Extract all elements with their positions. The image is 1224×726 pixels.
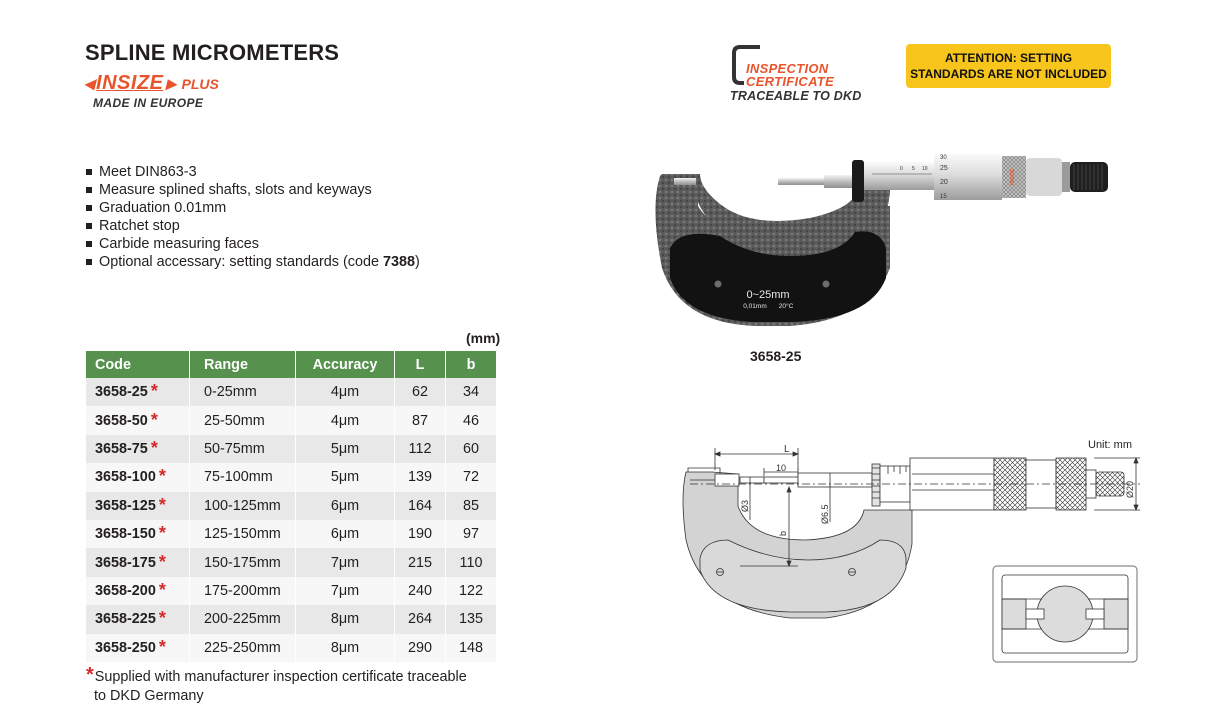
cell-code [86,492,190,520]
cell-accuracy-text: 4μm [330,412,360,429]
thimble-tick-25: 25 [940,165,948,172]
cell-b-text: 135 [458,611,483,628]
cell-accuracy-text: 7μm [330,554,360,571]
sleeve-tick-10: 10 [922,166,928,172]
cell-b-text: 148 [458,639,483,656]
cell-range-text: 175-200mm [204,582,281,599]
cell-accuracy-text: 8μm [330,639,360,656]
sleeve-tick-5: 5 [912,166,915,172]
table-row [86,548,497,576]
certificate-star-icon: * [158,551,166,572]
dim-d65-label: Ø6.5 [820,504,830,524]
cell-b [446,435,497,463]
cell-range [190,605,296,633]
dim-l-label: L [784,444,790,455]
table-row [86,577,497,605]
cell-accuracy-text: 6μm [330,497,360,514]
spline-detail-inset [992,565,1138,663]
cell-code-text: 3658-125 [95,497,156,514]
spec-table [86,351,497,662]
cell-l-text: 112 [408,440,432,457]
cell-code-text: 3658-50 [95,412,148,429]
cell-accuracy-text: 8μm [330,611,360,628]
certificate-star-icon: * [158,523,166,544]
header-l: L [395,351,446,378]
cell-range-text: 25-50mm [204,412,265,429]
cell-l-text: 190 [407,526,432,543]
cell-l-text: 240 [407,582,432,599]
table-row [86,378,497,406]
cell-accuracy-text: 4μm [330,384,360,401]
drawing-unit: Unit: mm [1088,439,1132,451]
cell-code [86,605,190,633]
certificate-star-icon: * [150,437,158,458]
accessory-code: 7388 [382,254,415,270]
cell-code-text: 3658-150 [95,526,156,543]
cell-range-text: 125-150mm [204,526,281,543]
feature-item-accessory [86,253,420,271]
dim-d3-label: Ø3 [740,499,750,512]
cell-accuracy [296,520,395,548]
certificate-star-icon: * [158,608,166,629]
table-row [86,634,497,662]
table-header-row [86,351,497,378]
cell-l [395,492,446,520]
cell-range [190,520,296,548]
feature-item: Ratchet stop [86,217,420,235]
cell-accuracy-text: 5μm [330,440,360,457]
cell-code [86,577,190,605]
cell-code [86,435,190,463]
spindle [824,175,856,188]
cell-b [446,577,497,605]
cell-b-text: 34 [462,384,479,401]
spindle-tip [778,178,824,185]
cell-range-text: 50-75mm [204,440,265,457]
table-row [86,605,497,633]
cell-b [446,406,497,434]
feature-item: Meet DIN863-3 [86,163,420,181]
product-photo [640,148,1120,338]
table-row [86,406,497,434]
cell-code-text: 3658-100 [95,469,156,486]
cell-range-text: 0-25mm [204,384,257,401]
frame-range: 0~25mm [746,289,790,301]
cell-b-text: 97 [462,526,479,543]
dim-b-label: b [778,530,788,536]
cell-l [395,548,446,576]
cell-accuracy [296,435,395,463]
cell-b [446,463,497,491]
cell-range-text: 100-125mm [204,497,281,514]
cell-l [395,520,446,548]
cell-b [446,492,497,520]
certificate-traceable: TRACEABLE TO DKD [730,89,862,103]
cell-l-text: 215 [407,554,432,571]
cell-l-text: 290 [407,639,432,656]
cell-b-text: 110 [459,554,483,571]
cell-l [395,378,446,406]
thimble-tick-30: 30 [940,155,947,161]
product-caption: 3658-25 [750,348,802,364]
lock-nut [852,160,864,202]
cell-accuracy [296,378,395,406]
cell-code-text: 3658-200 [95,582,156,599]
brand-suffix: PLUS [181,75,219,92]
cell-b [446,378,497,406]
brand-logo [84,72,219,95]
cell-b [446,605,497,633]
cell-range [190,378,296,406]
frame-temperature: 20°C [778,303,794,310]
cell-code-text: 3658-250 [95,639,156,656]
cell-b [446,634,497,662]
cell-range [190,492,296,520]
cell-code-text: 3658-225 [95,611,156,628]
thimble-brand-mark: INSIZE [1010,168,1016,186]
footnote-star: * [86,664,94,686]
footnote [86,664,526,706]
accessory-prefix: Optional accessary: setting standards (code [99,254,383,270]
cell-range-text: 150-175mm [204,554,281,571]
cell-b [446,548,497,576]
cell-accuracy [296,492,395,520]
cell-code [86,378,190,406]
cell-l [395,406,446,434]
attention-line1: ATTENTION: SETTING [944,51,1073,65]
cell-accuracy [296,605,395,633]
sleeve-tick-0: 0 [900,166,903,172]
cell-l-text: 87 [411,412,428,429]
certificate-star-icon: * [158,466,166,487]
cell-accuracy-text: 5μm [330,469,360,486]
footnote-line1: Supplied with manufacturer inspection certificate traceable [94,669,467,685]
certificate-line1: INSPECTION [746,61,829,76]
cell-range [190,463,296,491]
cell-code-text: 3658-75 [95,440,148,457]
header-b: b [446,351,497,378]
cell-l [395,435,446,463]
cell-b-text: 46 [462,412,479,429]
table-row [86,492,497,520]
cell-range [190,548,296,576]
made-in-label: MADE IN EUROPE [93,96,204,110]
cell-range-text: 225-250mm [204,639,281,656]
feature-item: Graduation 0.01mm [86,199,420,217]
certificate-star-icon: * [158,636,166,657]
cell-range [190,634,296,662]
thimble-tick-20: 20 [940,179,948,186]
arrow-right-icon: ▸ [165,72,176,95]
cell-l [395,577,446,605]
certificate-star-icon: * [150,409,158,430]
attention-line2: STANDARDS ARE NOT INCLUDED [910,67,1107,81]
cell-code [86,463,190,491]
header-range: Range [190,351,296,378]
table-row [86,463,497,491]
cell-accuracy [296,634,395,662]
feature-item: Measure splined shafts, slots and keyways [86,181,420,199]
certificate-logo [730,43,880,105]
brand-name: INSIZE [96,72,164,94]
table-row [86,520,497,548]
cell-b-text: 60 [462,440,479,457]
feature-list [86,163,420,271]
footnote-line2: to DKD Germany [94,688,204,704]
certificate-star-icon: * [158,494,166,515]
frame-graduation: 0,01mm [743,303,767,310]
certificate-line2: CERTIFICATE [746,74,835,89]
certificate-star-icon: * [150,381,158,402]
certificate-star-icon: * [158,579,166,600]
cell-range [190,406,296,434]
cell-accuracy-text: 6μm [330,526,360,543]
cell-accuracy [296,577,395,605]
cell-code-text: 3658-175 [95,554,156,571]
accessory-suffix: ) [414,254,420,270]
feature-item: Carbide measuring faces [86,235,420,253]
cell-code-text: 3658-25 [95,384,148,401]
cell-b-text: 85 [462,497,479,514]
cell-l [395,605,446,633]
cell-accuracy [296,548,395,576]
header-accuracy: Accuracy [296,351,395,378]
cell-accuracy [296,406,395,434]
cell-b [446,520,497,548]
cell-code [86,520,190,548]
arrow-left-icon: ◂ [84,72,95,95]
table-unit: (mm) [466,330,501,346]
cell-l-text: 139 [407,469,432,486]
cell-accuracy-text: 7μm [330,582,360,599]
cell-l-text: 164 [407,497,432,514]
cell-code [86,634,190,662]
anvil [674,178,696,185]
cell-l [395,634,446,662]
cell-range [190,435,296,463]
cell-b-text: 122 [458,582,483,599]
thimble-tick-15: 15 [940,194,947,200]
dim-d20-label: Ø20 [1125,480,1135,498]
dim-10-label: 10 [776,463,787,473]
cell-range-text: 200-225mm [204,611,281,628]
cell-l [395,463,446,491]
cell-range [190,577,296,605]
cell-l-text: 62 [411,384,428,401]
attention-badge [906,44,1111,88]
page-title: SPLINE MICROMETERS [85,40,340,65]
table-row [86,435,497,463]
cell-range-text: 75-100mm [204,469,273,486]
cell-b-text: 72 [462,469,479,486]
cell-l-text: 264 [407,611,432,628]
header-code: Code [86,351,190,378]
cell-code [86,548,190,576]
cell-accuracy [296,463,395,491]
thimble-cap [1026,158,1062,196]
cell-code [86,406,190,434]
